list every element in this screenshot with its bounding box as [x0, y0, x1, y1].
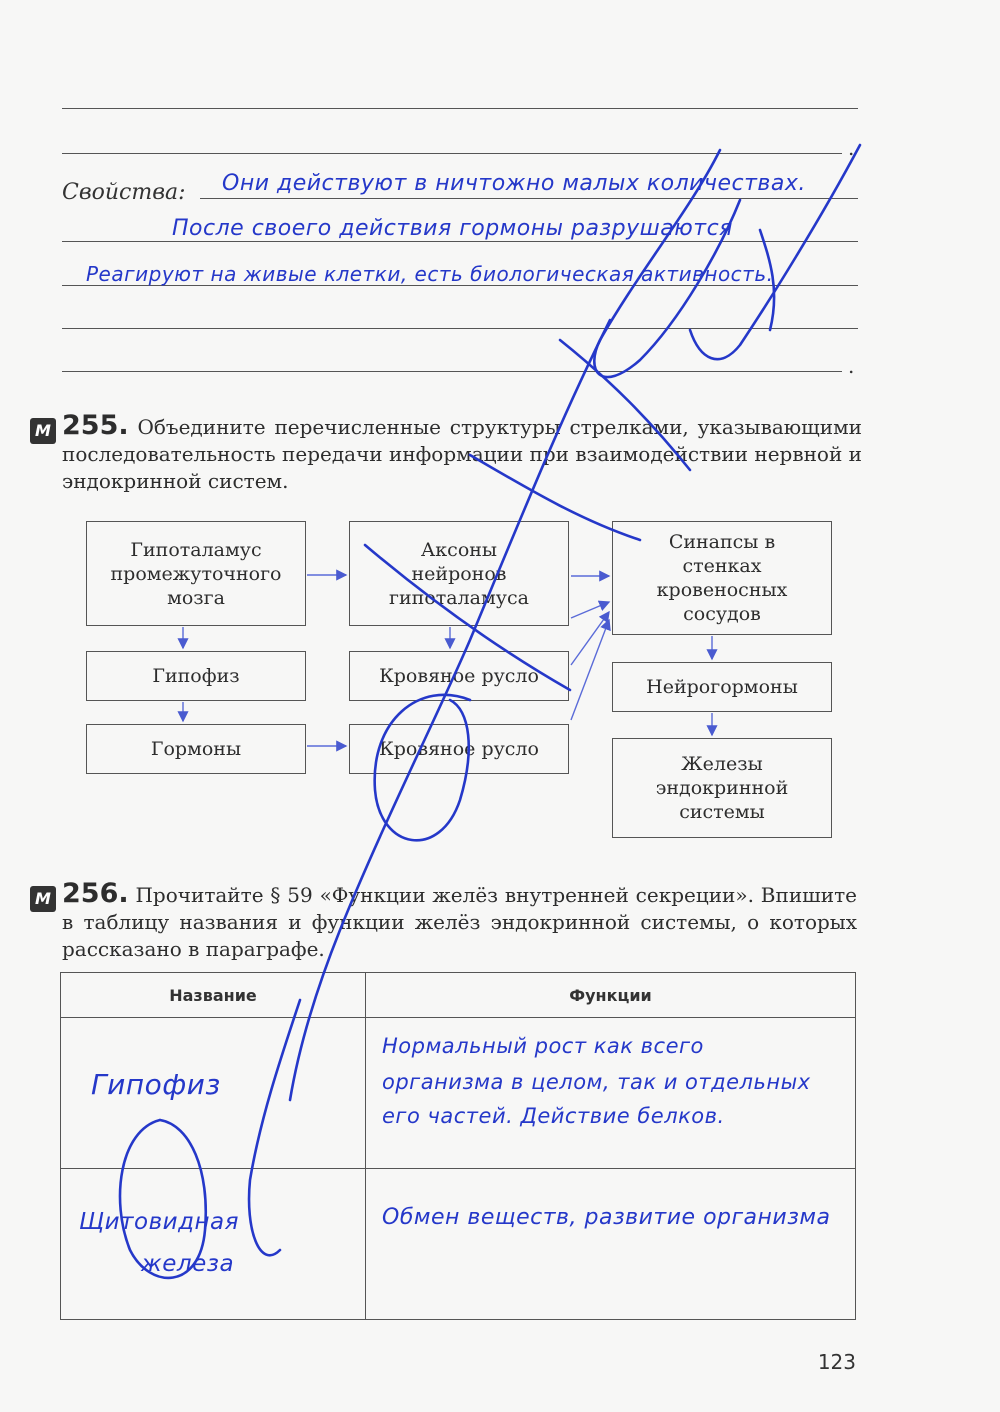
- handwritten-gland-name: Гипофиз: [91, 1068, 221, 1101]
- handwritten-function-line: Обмен веществ, развитие организма: [382, 1205, 831, 1230]
- cell-name[interactable]: [61, 1169, 366, 1320]
- handwritten-answer-line-1: Они действуют в ничтожно малых количествах.: [222, 171, 806, 196]
- cell-name[interactable]: [61, 1018, 366, 1169]
- table-row: [61, 1169, 856, 1320]
- box-axons: Аксоны нейронов гипоталамуса: [349, 521, 569, 626]
- box-bloodstream-2: Кровяное русло: [349, 724, 569, 774]
- answer-line: [62, 153, 842, 154]
- task-255-text: [62, 412, 862, 495]
- method-icon: М: [30, 886, 56, 912]
- glands-table: [60, 972, 856, 1320]
- column-header-name: Название: [61, 973, 366, 1018]
- box-pituitary: Гипофиз: [86, 651, 306, 701]
- line-end-dot: .: [848, 354, 855, 378]
- handwritten-function-line: его частей. Действие белков.: [382, 1104, 725, 1128]
- handwritten-function-line: Нормальный рост как всего: [382, 1034, 704, 1058]
- task-instructions: Объедините перечисленные структуры стрелками, указывающими последовательность передачи информации при взаимодействии нервной и эндокринной систем.: [62, 415, 862, 493]
- box-hormones: Гормоны: [86, 724, 306, 774]
- answer-line: [62, 241, 858, 242]
- box-endocrine-glands: Железы эндокринной системы: [612, 738, 832, 838]
- task-instructions: Прочитайте § 59 «Функции желёз внутренней секреции». Впишите в таблицу названия и функции желёз эндокринной системы, о которых рассказано в параграфе.: [62, 883, 857, 961]
- box-neurohormones: Нейрогормоны: [612, 662, 832, 712]
- handwritten-answer-line-3: Реагируют на живые клетки, есть биологическая активность.: [86, 262, 774, 286]
- task-number: 255.: [62, 410, 129, 441]
- properties-label: Свойства:: [62, 180, 186, 205]
- box-hypothalamus: Гипоталамус промежуточного мозга: [86, 521, 306, 626]
- cell-functions[interactable]: [366, 1018, 856, 1169]
- cell-functions[interactable]: [366, 1169, 856, 1320]
- handwritten-answer-line-2: После своего действия гормоны разрушаются: [172, 216, 733, 241]
- box-synapses: Синапсы в стенках кровеносных сосудов: [612, 521, 832, 635]
- answer-line: [62, 108, 858, 109]
- answer-line: [200, 198, 858, 199]
- line-end-dot: .: [848, 136, 855, 160]
- task-256-text: [62, 880, 857, 963]
- handwritten-gland-name: Щитовидная: [79, 1209, 239, 1235]
- answer-line: [62, 328, 858, 329]
- handwritten-gland-name: железа: [141, 1251, 235, 1277]
- box-bloodstream-1: Кровяное русло: [349, 651, 569, 701]
- task-number: 256.: [62, 878, 129, 909]
- table-row: [61, 1018, 856, 1169]
- page-number: 123: [817, 1350, 856, 1374]
- answer-line: [62, 371, 842, 372]
- column-header-functions: Функции: [366, 973, 856, 1018]
- method-icon: М: [30, 418, 56, 444]
- handwritten-function-line: организма в целом, так и отдельных: [382, 1070, 811, 1094]
